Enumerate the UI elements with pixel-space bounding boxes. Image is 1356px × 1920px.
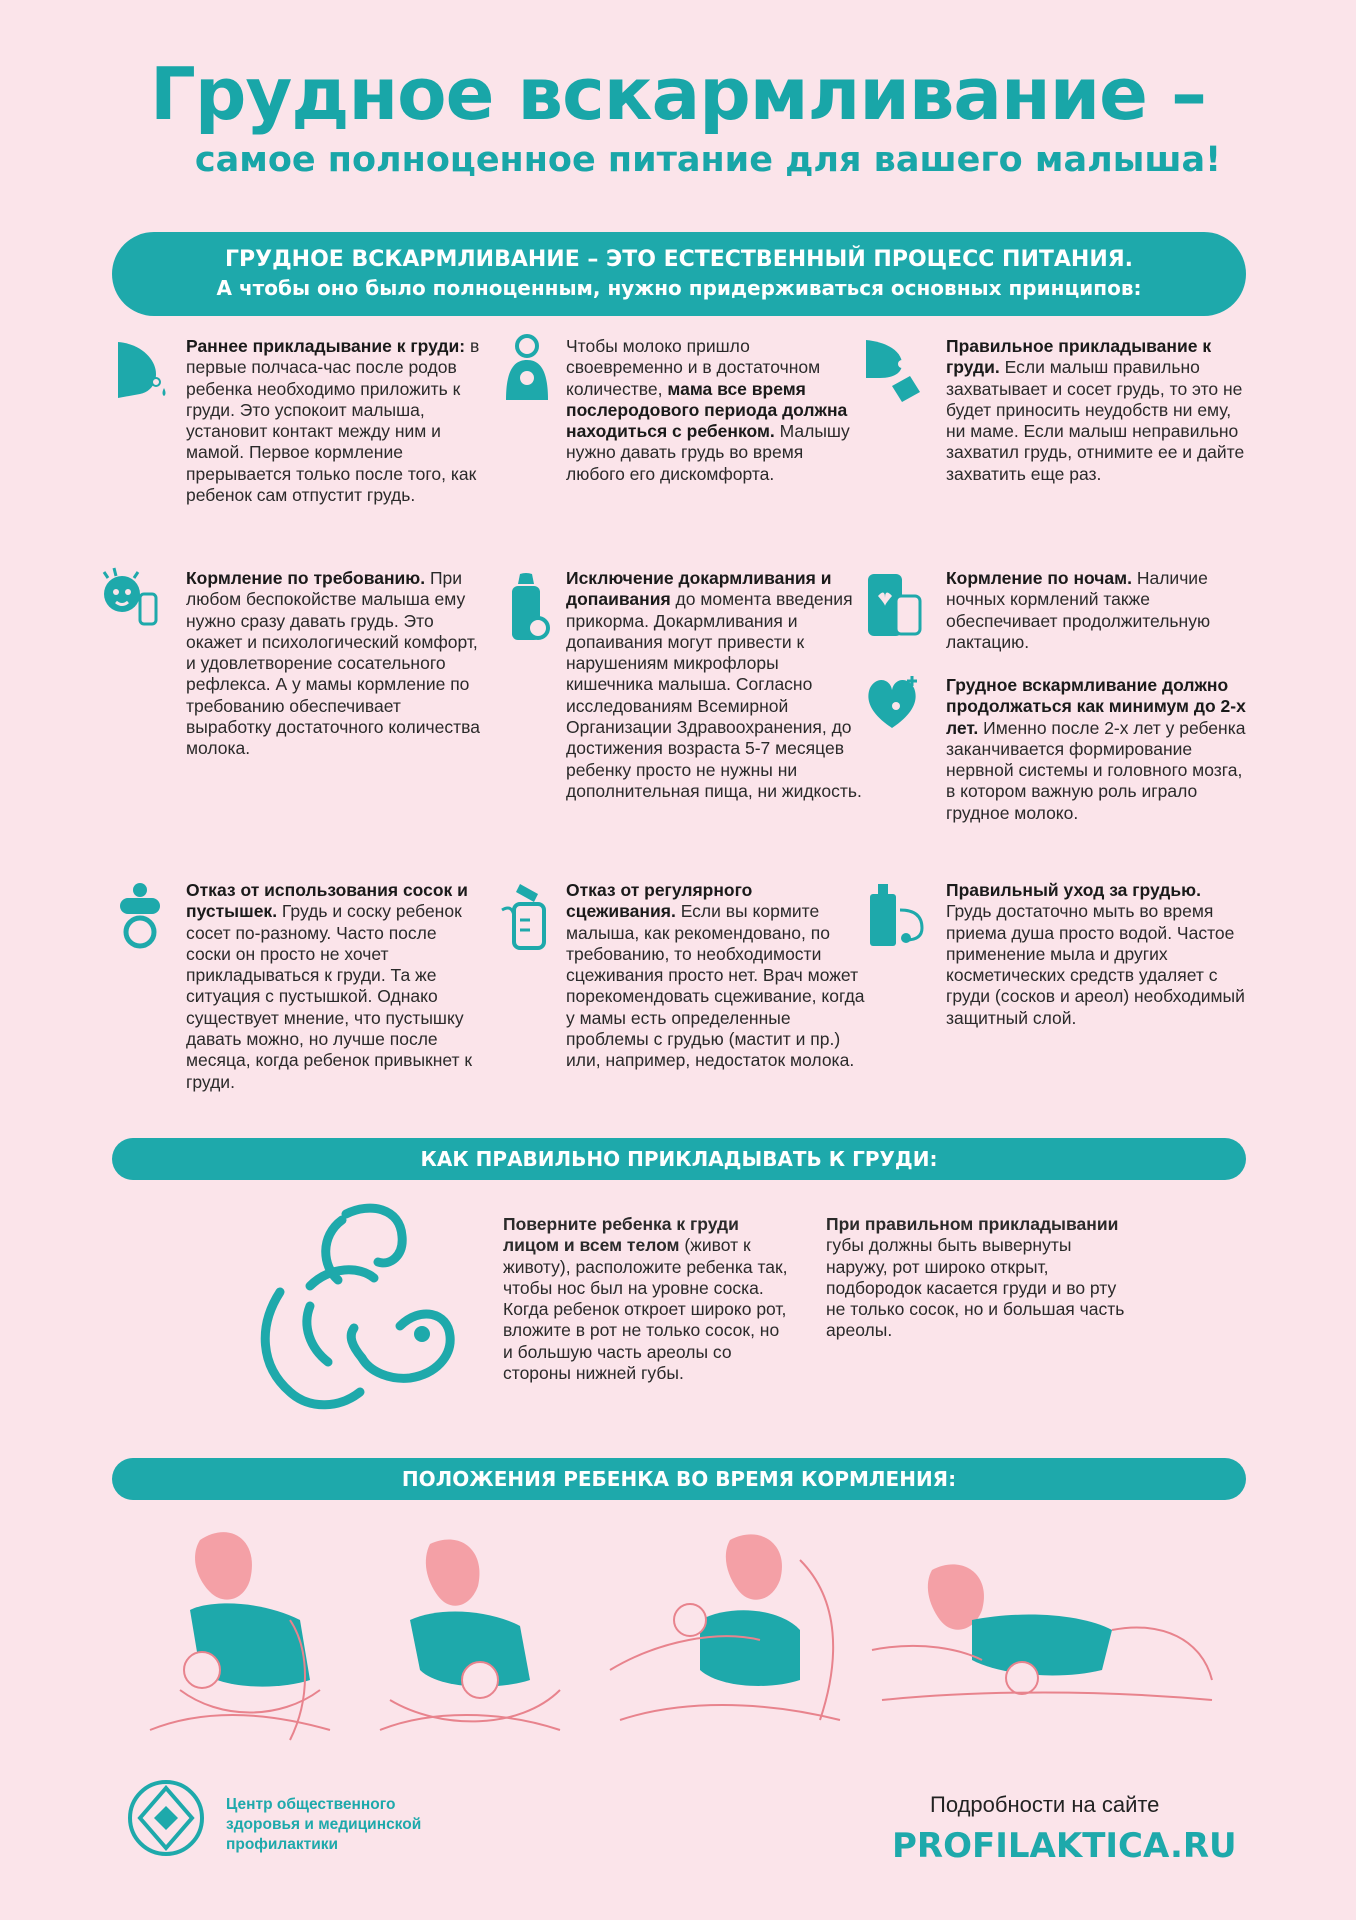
principle-correct-latch: Правильное прикладывание к груди. Если малыш правильно захватывает и сосет грудь, то это не будет приносить неудобств ни ему, ни маме. Если малыш неправильно захватил грудь, отнимите ее и дайте захватить еще раз. (946, 336, 1245, 484)
page-title: Грудное вскармливание – (149, 52, 1207, 136)
mother-baby-illustration (250, 1196, 470, 1416)
website-link[interactable]: PROFILAKTICA.RU (892, 1826, 1237, 1866)
position-side-lying-illustration (862, 1550, 1222, 1730)
principle-no-supplement: Исключение докармливания и допаивания до момента введения прикорма. Докармливания и допаивания могут привести к нарушениям микрофлоры кишечника малыша. Согласно исследованиям Всемирной Организации Здравоохранения, до достижения возраста 5-7 месяцев ребенку просто не нужны ни дополнительная пища, ни жидкость. (566, 568, 862, 801)
pacifier-icon (112, 880, 174, 952)
page-subtitle: самое полноценное питание для вашего малыша! (194, 140, 1222, 180)
latch-banner: КАК ПРАВИЛЬНО ПРИКЛАДЫВАТЬ К ГРУДИ: (112, 1138, 1246, 1180)
breast-care-icon (866, 880, 928, 952)
latch-icon (862, 334, 924, 406)
principle-early-latch: Раннее прикладывание к груди: в первые полчаса-час после родов ребенка необходимо приложить к груди. Это успокоит малыша, установит контакт между ним и мамой. Первое кормление прерывается только после того, как ребенок сам отпустит грудь. (186, 336, 480, 506)
position-reclining-illustration (600, 1520, 850, 1760)
heart-breast-icon (862, 668, 924, 740)
principle-rooming-in: Чтобы молоко пришло своевременно и в достаточном количестве, мама все время послеродового периода должна находиться с ребенком. Малышу нужно давать грудь во время любого его дискомфорта. (566, 336, 850, 484)
intro-banner-line2: А чтобы оно было полноценным, нужно придерживаться основных принципов: (216, 276, 1142, 300)
baby-bottle-icon (496, 572, 558, 644)
baby-monitor-icon (862, 570, 924, 642)
org-logo (126, 1778, 206, 1858)
position-cross-cradle-illustration (370, 1530, 570, 1760)
latch-instruction-2: При правильном прикладывании губы должны быть вывернуты наружу, рот широко открыт, подбородок касается груди и во рту не только сосок, но и большая часть ареолы. (826, 1214, 1125, 1341)
latch-instruction-1: Поверните ребенка к груди лицом и всем телом (живот к животу), расположите ребенка так, чтобы нос был на уровне соска. Когда ребенок откроет широко рот, вложите в рот не только сосок, но и большую часть ареолы со стороны нижней губы. (503, 1214, 788, 1384)
more-info-label: Подробности на сайте (930, 1792, 1160, 1817)
breast-feeding-icon (112, 334, 174, 406)
principle-two-years: Грудное вскармливание должно продолжаться как минимум до 2-х лет. Именно после 2-х лет у ребенка заканчивается формирование нервной системы и головного мозга, в котором важную роль играло грудное молоко. (946, 675, 1246, 823)
principle-breast-care: Правильный уход за грудью. Грудь достаточно мыть во время приема душа просто водой. Частое применение мыла и других косметических средств удаляет с груди (сосков и ареол) необходимый защитный слой. (946, 880, 1245, 1028)
intro-banner (112, 232, 1246, 316)
positions-banner: ПОЛОЖЕНИЯ РЕБЕНКА ВО ВРЕМЯ КОРМЛЕНИЯ: (112, 1458, 1246, 1500)
intro-banner-line1: ГРУДНОЕ ВСКАРМЛИВАНИЕ – ЭТО ЕСТЕСТВЕННЫЙ ПРОЦЕСС ПИТАНИЯ. (224, 247, 1134, 272)
org-name: Центр общественного здоровья и медицинской профилактики (226, 1796, 422, 1853)
position-cradle-illustration (140, 1520, 340, 1760)
principle-no-pacifiers: Отказ от использования сосок и пустышек. Грудь и соску ребенок сосет по-разному. Часто после соски он просто не хочет прикладываться к груди. Та же ситуация с пустышкой. Однако существует мнение, что пустышку давать можно, но лучше после месяца, когда ребенок привыкнет к груди. (186, 880, 473, 1092)
breast-pump-icon (500, 880, 562, 952)
principle-night-feeding: Кормление по ночам. Наличие ночных кормлений также обеспечивает продолжительную лактацию. (946, 568, 1211, 652)
mother-baby-icon (496, 330, 558, 402)
principle-on-demand: Кормление по требованию. При любом беспокойстве малыша ему нужно сразу давать грудь. Это окажет и психологический комфорт, и удовлетворение сосательного рефлекса. А у мамы кормление по требованию обеспечивает выработку достаточного количества молока. (186, 568, 480, 759)
crying-baby-icon (98, 566, 160, 638)
principle-no-pumping: Отказ от регулярного сцеживания. Если вы кормите малыша, как рекомендовано, по требованию, то необходимости сцеживания просто нет. Врач может порекомендовать сцеживание, когда у мамы есть определенные проблемы с грудью (мастит и пр.) или, например, недостаток молока. (566, 880, 865, 1071)
